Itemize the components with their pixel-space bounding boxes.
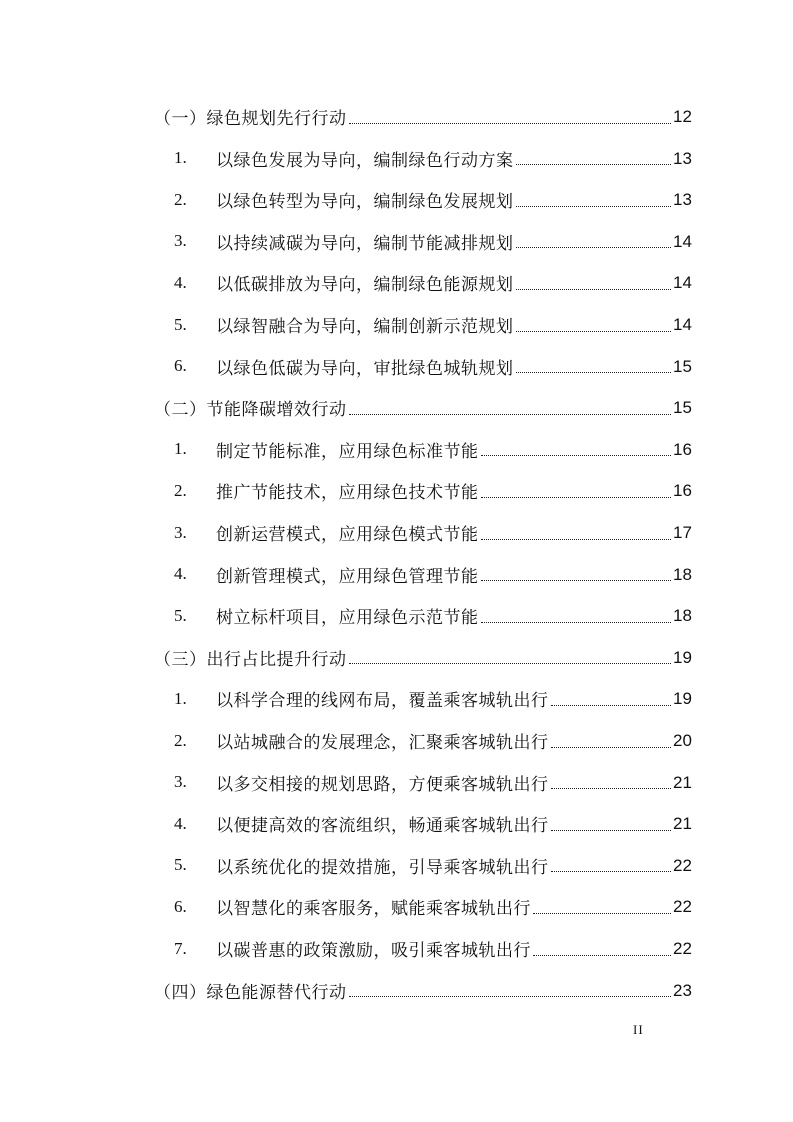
toc-dot-leader [551, 787, 672, 789]
toc-dot-leader [551, 746, 672, 748]
toc-entry-page-number: 17 [673, 523, 692, 542]
toc-entry-title: 以绿色发展为导向，编制绿色行动方案 [216, 150, 514, 171]
toc-entry-page-number: 19 [673, 647, 692, 667]
toc-entry-page-number: 15 [673, 398, 692, 418]
toc-entry-title: 以智慧化的乘客服务，赋能乘客城轨出行 [216, 899, 531, 920]
toc-entry-number: 1. [174, 688, 187, 708]
toc-section-entry[interactable] [0, 637, 793, 678]
toc-dot-leader [516, 288, 672, 290]
toc-entry-title-wrap [174, 512, 673, 553]
toc-entry-page-number: 15 [673, 356, 692, 376]
page-number-footer: II [633, 1022, 644, 1037]
toc-item-entry[interactable] [0, 886, 793, 927]
toc-entry-title-wrap [174, 221, 673, 262]
toc-entry-number: 2. [174, 730, 187, 750]
toc-entry-title-wrap [174, 886, 673, 927]
toc-entry-page-number: 16 [673, 481, 692, 501]
toc-entry-number: 2. [174, 480, 187, 500]
toc-entry-title: 以科学合理的线网布局，覆盖乘客城轨出行 [216, 691, 549, 712]
toc-item-entry[interactable] [0, 304, 793, 345]
toc-entry-title: 制定节能标准，应用绿色标准节能 [216, 441, 479, 462]
toc-entry-title: 以站城融合的发展理念，汇聚乘客城轨出行 [216, 733, 549, 753]
toc-entry-title: 树立标杆项目，应用绿色示范节能 [216, 608, 479, 629]
toc-entry-title: 以多交相接的规划思路，方便乘客城轨出行 [216, 774, 549, 795]
toc-item-entry[interactable] [0, 512, 793, 553]
toc-entry-title: 以持续减碳为导向，编制节能减排规划 [216, 233, 514, 254]
toc-entry-number: 5. [174, 605, 187, 625]
toc-entry-page-number: 18 [673, 564, 692, 584]
toc-item-entry[interactable] [0, 595, 793, 636]
toc-entry-title-wrap [174, 138, 673, 179]
toc-entry-title-wrap [154, 970, 673, 1011]
toc-entry-number: 1. [174, 439, 187, 459]
toc-entry-title-wrap [174, 262, 673, 303]
toc-entry-title-wrap [174, 470, 673, 511]
toc-entry-page-number: 21 [673, 814, 692, 834]
toc-entry-page-number: 22 [673, 897, 692, 917]
toc-dot-leader [516, 371, 672, 373]
toc-item-entry[interactable] [0, 138, 793, 179]
toc-entry-title: （三）出行占比提升行动 [154, 649, 347, 670]
toc-item-entry[interactable] [0, 678, 793, 719]
toc-entry-title: 以碳普惠的政策激励，吸引乘客城轨出行 [216, 941, 531, 961]
toc-entry-title-wrap [174, 595, 673, 636]
toc-dot-leader [516, 163, 672, 165]
toc-entry-title: （二）节能降碳增效行动 [154, 400, 347, 421]
toc-dot-leader [349, 662, 672, 664]
toc-entry-title-wrap [154, 387, 673, 428]
toc-entry-page-number: 13 [673, 148, 692, 168]
toc-dot-leader [481, 454, 672, 456]
toc-section-entry[interactable] [0, 970, 793, 1011]
toc-entry-title: 推广节能技术，应用绿色技术节能 [216, 483, 479, 504]
toc-dot-leader [533, 954, 671, 956]
toc-entry-page-number: 20 [673, 731, 692, 750]
toc-entry-number: 4. [174, 813, 187, 833]
toc-entry-number: 3. [174, 522, 187, 542]
toc-entry-page-number: 12 [673, 107, 692, 126]
toc-entry-number: 2. [174, 189, 187, 209]
toc-entry-number: 4. [174, 564, 187, 584]
toc-entry-title-wrap [174, 762, 673, 803]
toc-dot-leader [551, 704, 672, 706]
toc-entry-title-wrap [174, 928, 673, 969]
toc-entry-number: 3. [174, 231, 187, 251]
toc-entry-title: 以系统优化的提效措施，引导乘客城轨出行 [216, 857, 549, 878]
toc-entry-title: （一）绿色规划先行行动 [154, 109, 347, 129]
toc-entry-number: 5. [174, 314, 187, 334]
toc-dot-leader [516, 205, 672, 207]
toc-entry-title: 以绿智融合为导向，编制创新示范规划 [216, 317, 514, 337]
toc-entry-number: 4. [174, 272, 187, 292]
toc-entry-title: 以绿色低碳为导向，审批绿色城轨规划 [216, 358, 514, 379]
toc-entry-title-wrap [154, 96, 673, 137]
toc-entry-page-number: 22 [673, 855, 692, 875]
toc-dot-leader [551, 829, 672, 831]
toc-entry-title: 创新管理模式，应用绿色管理节能 [216, 566, 479, 587]
toc-entry-title: 以便捷高效的客流组织，畅通乘客城轨出行 [216, 816, 549, 837]
toc-dot-leader [349, 122, 672, 124]
toc-section-entry[interactable] [0, 96, 793, 137]
toc-dot-leader [481, 579, 672, 581]
toc-dot-leader [533, 912, 671, 914]
toc-entry-title-wrap [154, 637, 673, 678]
toc-dot-leader [349, 995, 672, 997]
toc-entry-page-number: 18 [673, 606, 692, 626]
toc-entry-number: 7. [174, 938, 187, 958]
toc-entry-page-number: 14 [673, 231, 692, 251]
toc-entry-page-number: 23 [673, 980, 692, 1000]
toc-dot-leader [516, 330, 672, 332]
toc-section-entry[interactable] [0, 387, 793, 428]
toc-entry-title-wrap [174, 346, 673, 387]
toc-entry-title-wrap [174, 429, 673, 470]
toc-entry-title-wrap [174, 720, 673, 761]
toc-entry-title: 创新运营模式，应用绿色模式节能 [216, 525, 479, 545]
toc-item-entry[interactable] [0, 429, 793, 470]
toc-dot-leader [551, 870, 672, 872]
toc-item-entry[interactable] [0, 720, 793, 761]
toc-item-entry[interactable] [0, 346, 793, 387]
toc-entry-title: 以绿色转型为导向，编制绿色发展规划 [216, 192, 514, 213]
toc-item-entry[interactable] [0, 554, 793, 595]
toc-item-entry[interactable] [0, 845, 793, 886]
toc-dot-leader [481, 538, 672, 540]
toc-entry-number: 3. [174, 772, 187, 792]
toc-entry-title-wrap [174, 179, 673, 220]
toc-entry-number: 5. [174, 855, 187, 875]
toc-item-entry[interactable] [0, 762, 793, 803]
toc-item-entry[interactable] [0, 928, 793, 969]
toc-dot-leader [516, 246, 672, 248]
toc-dot-leader [481, 496, 672, 498]
toc-entry-title-wrap [174, 304, 673, 345]
toc-entry-title: （四）绿色能源替代行动 [154, 982, 347, 1003]
toc-dot-leader [481, 621, 672, 623]
toc-item-entry[interactable] [0, 803, 793, 844]
toc-entry-title-wrap [174, 678, 673, 719]
toc-entry-page-number: 21 [673, 772, 692, 792]
toc-item-entry[interactable] [0, 221, 793, 262]
toc-entry-page-number: 19 [673, 689, 692, 709]
toc-entry-page-number: 16 [673, 439, 692, 459]
toc-item-entry[interactable] [0, 262, 793, 303]
toc-entry-number: 6. [174, 356, 187, 376]
toc-entry-page-number: 14 [673, 273, 692, 293]
toc-item-entry[interactable] [0, 179, 793, 220]
toc-entry-page-number: 14 [673, 315, 692, 334]
toc-entry-title-wrap [174, 554, 673, 595]
toc-entry-page-number: 22 [673, 939, 692, 958]
toc-entry-title-wrap [174, 803, 673, 844]
toc-entry-title-wrap [174, 845, 673, 886]
toc-entry-page-number: 13 [673, 190, 692, 210]
toc-entry-number: 6. [174, 896, 187, 916]
toc-entry-number: 1. [174, 148, 187, 168]
toc-dot-leader [349, 413, 672, 415]
toc-item-entry[interactable] [0, 470, 793, 511]
toc-entry-title: 以低碳排放为导向，编制绿色能源规划 [216, 275, 514, 296]
